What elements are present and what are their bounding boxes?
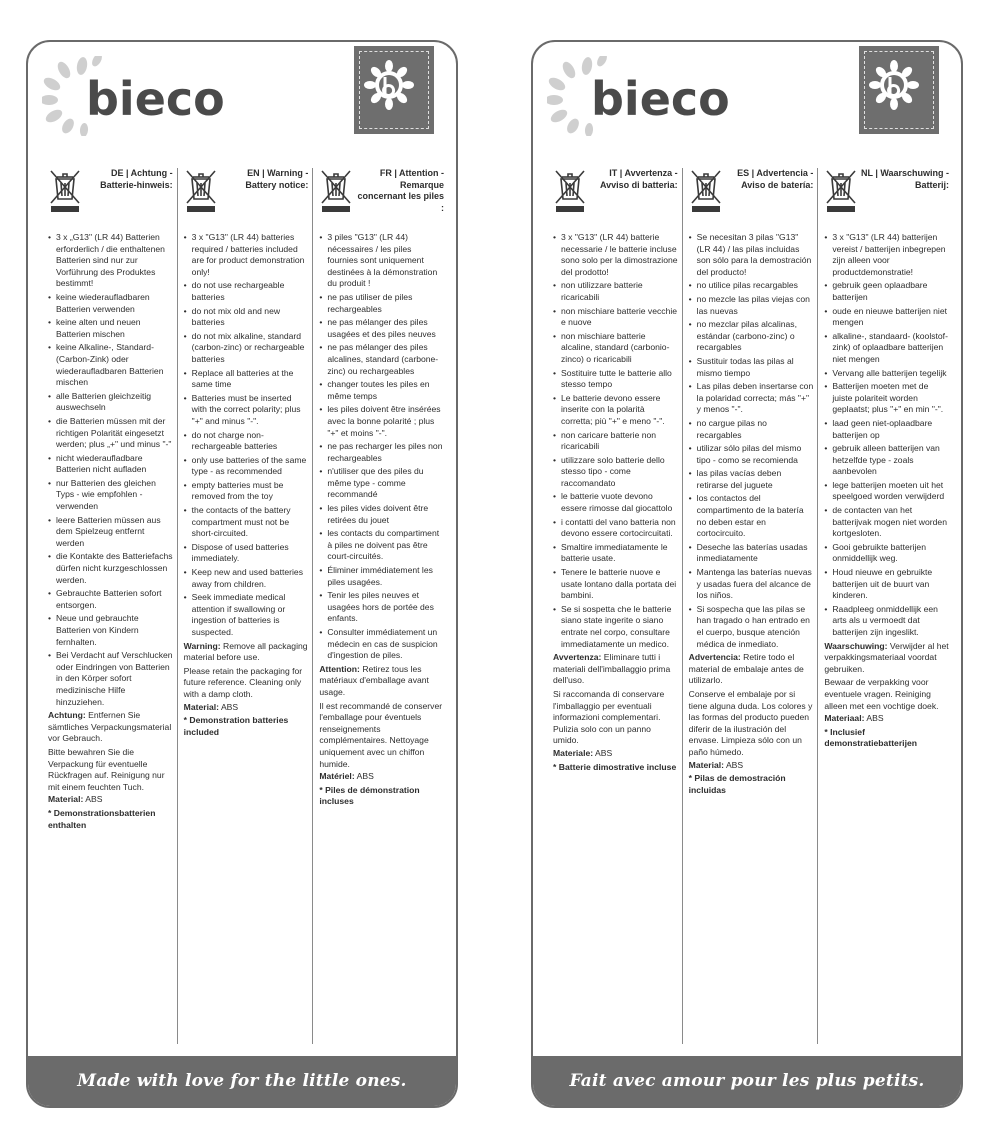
list-item: • les piles doivent être insérées avec la bonne polarité ; plus "+" et moins "-".: [319, 404, 444, 439]
instruction-card-right: [531, 40, 963, 1108]
list-item: • do not charge non-rechargeable batteries: [184, 430, 309, 453]
list-item: • n'utiliser que des piles du même type - comme recommandé: [319, 466, 444, 501]
material-label: Matériel:: [319, 771, 355, 782]
list-item: • Las pilas deben insertarse con la polaridad correcta; más "+" y menos "-".: [689, 381, 814, 416]
list-item: • Seek immediate medical attention if swallowing or ingestion of batteries is suspected.: [184, 592, 309, 638]
demo-batteries-note: * Inclusief demonstratiebatterijen: [824, 726, 917, 749]
warning-label: Waarschuwing:: [824, 640, 888, 651]
care-instructions: Please retain the packaging for future reference. Cleaning only with a damp cloth.: [183, 665, 303, 699]
material-label: Materiale:: [553, 747, 594, 758]
list-item: • Bei Verdacht auf Verschlucken oder Eindringen von Batterien in den Körper sofort medizinische Hilfe hinzuziehen.: [48, 650, 173, 708]
list-item: • Gebrauchte Batterien sofort entsorgen.: [48, 588, 173, 611]
list-item: • no mezcle las pilas viejas con las nuevas: [689, 294, 814, 317]
battery-warning-list: [824, 232, 949, 639]
list-item: • laad geen niet-oplaadbare batterijen op: [824, 418, 949, 441]
warning-label: Attention:: [319, 663, 360, 674]
list-item: • Sustituir todas las pilas al mismo tiempo: [689, 356, 814, 379]
care-instructions: Il est recommandé de conserver l'emballage pour éventuels renseignements complémentaires. Nettoyage uniquement avec un chiffon humide.: [319, 700, 443, 769]
list-item: • gebruik geen oplaadbare batterijen: [824, 280, 949, 303]
packaging-warning: [824, 641, 949, 676]
demo-batteries-note: * Piles de démonstration incluses: [319, 784, 420, 807]
warning-label: Avvertenza:: [553, 652, 602, 663]
packaging-warning: [184, 641, 309, 664]
battery-warning-list: [319, 232, 444, 662]
footer-tagline: Made with love for the little ones.: [28, 1056, 456, 1106]
list-item: • ne pas mélanger des piles alcalines, standard (carbone-zinc) ou rechargeables: [319, 342, 444, 377]
brand-logo-text: bieco: [591, 72, 730, 126]
language-column: [817, 168, 953, 1044]
material-value: ABS: [725, 759, 744, 770]
list-item: • Si sospecha que las pilas se han tragado o han entrado en el cuerpo, busque atención médica de inmediato.: [689, 604, 814, 650]
list-item: • Consulter immédiatement un médecin en cas de suspicion d'ingestion de piles.: [319, 627, 444, 662]
column-header: [553, 168, 678, 230]
list-item: • les piles vides doivent être retirées du jouet: [319, 503, 444, 526]
material-line: [824, 713, 949, 725]
list-item: • Sostituire tutte le batterie allo stesso tempo: [553, 368, 678, 391]
list-item: • Se necesitan 3 pilas "G13" (LR 44) / las pilas incluidas son sólo para la demostración del producto!: [689, 232, 814, 278]
list-item: • ne pas utiliser de piles rechargeables: [319, 292, 444, 315]
demo-batteries-note: * Batterie dimostrative incluse: [553, 761, 677, 772]
packaging-warning: [319, 664, 444, 699]
list-item: • gebruik alleen batterijen van hetzelfde type - zoals aanbevolen: [824, 443, 949, 478]
material-label: Material:: [48, 794, 84, 805]
list-item: • Neue und gebrauchte Batterien von Kindern fernhalten.: [48, 613, 173, 648]
material-value: ABS: [356, 771, 374, 782]
care-instructions: Conserve el embalaje por si tiene alguna duda. Los colores y las formas del producto pueden diferir de la ilustración del envase. Limpieza sólo con un paño húmedo.: [688, 688, 813, 757]
column-heading: NL | Waarschuwing - Batterij:: [860, 168, 950, 190]
column-heading: IT | Avvertenza - Avviso di batteria:: [599, 168, 678, 190]
crossed-bin-icon: [824, 168, 858, 214]
list-item: • Keep new and used batteries away from children.: [184, 567, 309, 590]
packaging-warning: [553, 652, 678, 687]
material-line: [319, 771, 444, 783]
list-item: • Gooi gebruikte batterijen onmiddellijk weg.: [824, 542, 949, 565]
list-item: • Replace all batteries at the same time: [184, 368, 309, 391]
list-item: • only use batteries of the same type - as recommended: [184, 455, 309, 478]
warning-text: Verwijder al het verpakkingsmateriaal voordat gebruiken.: [824, 640, 949, 674]
list-item: • 3 x "G13" (LR 44) batteries required / batteries included are for product demonstration only!: [184, 232, 309, 278]
language-column: [177, 168, 313, 1044]
warning-text: Eliminare tutti i materiali dell'imballaggio prima dell'uso.: [553, 652, 671, 686]
list-item: • los contactos del compartimento de la batería no deben estar en cortocircuito.: [689, 493, 814, 539]
list-item: • 3 x "G13" (LR 44) batterijen vereist / batterijen inbegrepen zijn alleen voor productdemonstratie!: [824, 232, 949, 278]
list-item: • Deseche las baterías usadas inmediatamente: [689, 542, 814, 565]
care-instructions: Bewaar de verpakking voor eventuele vragen. Reiniging alleen met een vochtige doek.: [824, 677, 939, 711]
list-item: • non caricare batterie non ricaricabili: [553, 430, 678, 453]
brand-badge: [859, 46, 939, 134]
list-item: • alle Batterien gleichzeitig auswechseln: [48, 391, 173, 414]
packaging-warning: [689, 652, 814, 687]
list-item: • Raadpleeg onmiddellijk een arts als u vermoedt dat batterijen zijn ingeslikt.: [824, 604, 949, 639]
list-item: • non mischiare batterie vecchie e nuove: [553, 306, 678, 329]
demo-batteries-note: * Demonstration batteries included: [183, 715, 289, 737]
list-item: • oude en nieuwe batterijen niet mengen: [824, 306, 949, 329]
list-item: • do not mix old and new batteries: [184, 306, 309, 329]
list-item: • 3 x „G13" (LR 44) Batterien erforderlich / die enthaltenen Batterien sind nur zur Vorführung des Produktes bestimmt!: [48, 232, 173, 290]
warning-label: Warning:: [183, 640, 221, 651]
column-header: [689, 168, 814, 230]
list-item: • die Batterien müssen mit der richtigen Polarität eingesetzt werden; plus „+" und minus "-": [48, 416, 173, 451]
material-value: ABS: [85, 794, 103, 805]
column-header: [824, 168, 949, 230]
list-item: • Tenir les piles neuves et usagées hors de portée des enfants.: [319, 590, 444, 625]
list-item: • die Kontakte des Batteriefachs dürfen nicht kurzgeschlossen werden.: [48, 551, 173, 586]
list-item: • le batterie vuote devono essere rimosse dal giocattolo: [553, 491, 678, 514]
column-heading: ES | Advertencia - Aviso de batería:: [737, 168, 814, 190]
list-item: • no mezclar pilas alcalinas, estándar (carbono-zinc) o recargables: [689, 319, 814, 354]
column-header: [319, 168, 444, 230]
language-column: [547, 168, 682, 1044]
warning-label: Advertencia:: [688, 652, 741, 663]
list-item: • keine alten und neuen Batterien mischen: [48, 317, 173, 340]
demo-batteries-note: * Pilas de demostración incluidas: [688, 773, 786, 795]
language-columns: [547, 168, 953, 1044]
list-item: • do not mix alkaline, standard (carbon-zinc) or rechargeable batteries: [184, 331, 309, 366]
list-item: • Houd nieuwe en gebruikte batterijen uit de buurt van kinderen.: [824, 567, 949, 602]
list-item: • utilizar sólo pilas del mismo tipo - como se recomienda: [689, 443, 814, 466]
demo-batteries-note: * Demonstrationsbatterien enthalten: [48, 807, 156, 830]
list-item: • ne pas recharger les piles non rechargeables: [319, 441, 444, 464]
list-item: • i contatti del vano batteria non devono essere cortocircuitati.: [553, 517, 678, 540]
material-value: ABS: [866, 713, 884, 724]
list-item: • Batterijen moeten met de juiste polariteit worden geplaatst; plus "+" en min "-".: [824, 381, 949, 416]
list-item: • Tenere le batterie nuove e usate lontano dalla portata dei bambini.: [553, 567, 678, 602]
list-item: • nicht wiederaufladbare Batterien nicht aufladen: [48, 453, 173, 476]
list-item: • utilizzare solo batterie dello stesso tipo - come raccomandato: [553, 455, 678, 490]
brand-badge: [354, 46, 434, 134]
crossed-bin-icon: [689, 168, 723, 214]
list-item: • las pilas vacías deben retirarse del juguete: [689, 468, 814, 491]
warning-text: Entfernen Sie sämtliches Verpackungsmaterial vor Gebrauch.: [48, 710, 172, 744]
language-columns: [42, 168, 448, 1044]
list-item: • do not use rechargeable batteries: [184, 280, 309, 303]
list-item: • 3 x "G13" (LR 44) batterie necessarie / le batterie incluse sono solo per la dimostrazione del prodotto!: [553, 232, 678, 278]
list-item: • non mischiare batterie alcaline, standard (carbonio-zinco) o ricaricabili: [553, 331, 678, 366]
language-column: [682, 168, 818, 1044]
warning-label: Achtung:: [48, 710, 86, 721]
list-item: • lege batterijen moeten uit het speelgoed worden verwijderd: [824, 480, 949, 503]
material-line: [48, 794, 173, 806]
column-header: [48, 168, 173, 230]
column-header: [184, 168, 309, 230]
list-item: • nur Batterien des gleichen Typs - wie empfohlen - verwenden: [48, 478, 173, 513]
material-line: [689, 760, 814, 772]
material-line: [553, 748, 678, 760]
care-instructions: Bitte bewahren Sie die Verpackung für eventuelle Rückfragen auf. Reinigung nur mit einem feuchten Tuch.: [48, 746, 165, 792]
battery-warning-list: [48, 232, 173, 708]
material-line: [184, 702, 309, 714]
column-heading: DE | Achtung - Batterie-hinweis:: [100, 168, 173, 190]
material-label: Material:: [688, 759, 725, 770]
battery-warning-list: [689, 232, 814, 650]
care-instructions: Si raccomanda di conservare l'imballaggio per eventuali informazioni complementari. Pulizia solo con un panno umido.: [553, 688, 665, 746]
warning-text: Retire todo el material de embalaje antes de utilizarlo.: [688, 652, 804, 686]
list-item: • no utilice pilas recargables: [689, 280, 814, 292]
column-heading: EN | Warning - Battery notice:: [245, 168, 309, 190]
column-heading: FR | Attention - Remarque concernant les piles :: [357, 168, 445, 213]
warning-text: Retirez tous les matériaux d'emballage avant usage.: [319, 663, 429, 697]
list-item: • Vervang alle batterijen tegelijk: [824, 368, 949, 380]
crossed-bin-icon: [553, 168, 587, 214]
list-item: • Mantenga las baterías nuevas y usadas fuera del alcance de los niños.: [689, 567, 814, 602]
brand-logo: [547, 48, 807, 148]
warning-text: Remove all packaging material before use.: [183, 640, 308, 663]
list-item: • Dispose of used batteries immediately.: [184, 542, 309, 565]
instruction-card-left: [26, 40, 458, 1108]
list-item: • Batteries must be inserted with the correct polarity; plus "+" and minus "-".: [184, 393, 309, 428]
footer-tagline: Fait avec amour pour les plus petits.: [533, 1056, 961, 1106]
list-item: • keine Alkaline-, Standard- (Carbon-Zink) oder wiederaufladbaren Batterien mischen: [48, 342, 173, 388]
battery-warning-list: [553, 232, 678, 650]
brand-logo-text: bieco: [86, 72, 225, 126]
list-item: • Le batterie devono essere inserite con la polarità corretta; più "+" e meno "-".: [553, 393, 678, 428]
material-label: Material:: [183, 701, 220, 712]
crossed-bin-icon: [48, 168, 82, 214]
list-item: • Smaltire immediatamente le batterie usate.: [553, 542, 678, 565]
material-label: Materiaal:: [824, 713, 865, 724]
list-item: • no cargue pilas no recargables: [689, 418, 814, 441]
list-item: • Éliminer immédiatement les piles usagées.: [319, 565, 444, 588]
language-column: [42, 168, 177, 1044]
brand-logo: [42, 48, 302, 148]
list-item: • changer toutes les piles en même temps: [319, 379, 444, 402]
list-item: • leere Batterien müssen aus dem Spielzeug entfernt werden: [48, 515, 173, 550]
list-item: • de contacten van het batterijvak mogen niet worden kortgesloten.: [824, 505, 949, 540]
list-item: • the contacts of the battery compartment must not be short-circuited.: [184, 505, 309, 540]
list-item: • non utilizzare batterie ricaricabili: [553, 280, 678, 303]
list-item: • keine wiederaufladbaren Batterien verwenden: [48, 292, 173, 315]
crossed-bin-icon: [184, 168, 218, 214]
material-value: ABS: [595, 747, 613, 758]
language-column: [312, 168, 448, 1044]
list-item: • ne pas mélanger des piles usagées et des piles neuves: [319, 317, 444, 340]
material-value: ABS: [220, 701, 239, 712]
list-item: • Se si sospetta che le batterie siano state ingerite o siano entrate nel corpo, consultare immediatamente un medico.: [553, 604, 678, 650]
bieco-b-badge-icon: [869, 60, 919, 110]
battery-warning-list: [184, 232, 309, 639]
crossed-bin-icon: [319, 168, 353, 214]
list-item: • les contacts du compartiment à piles ne doivent pas être court-circuités.: [319, 528, 444, 563]
packaging-warning: [48, 710, 173, 745]
list-item: • empty batteries must be removed from the toy: [184, 480, 309, 503]
list-item: • alkaline-, standaard- (koolstof-zink) of oplaadbare batterijen niet mengen: [824, 331, 949, 366]
bieco-b-badge-icon: [364, 60, 414, 110]
list-item: • 3 piles "G13" (LR 44) nécessaires / les piles fournies sont uniquement destinées à la démonstration du produit !: [319, 232, 444, 290]
